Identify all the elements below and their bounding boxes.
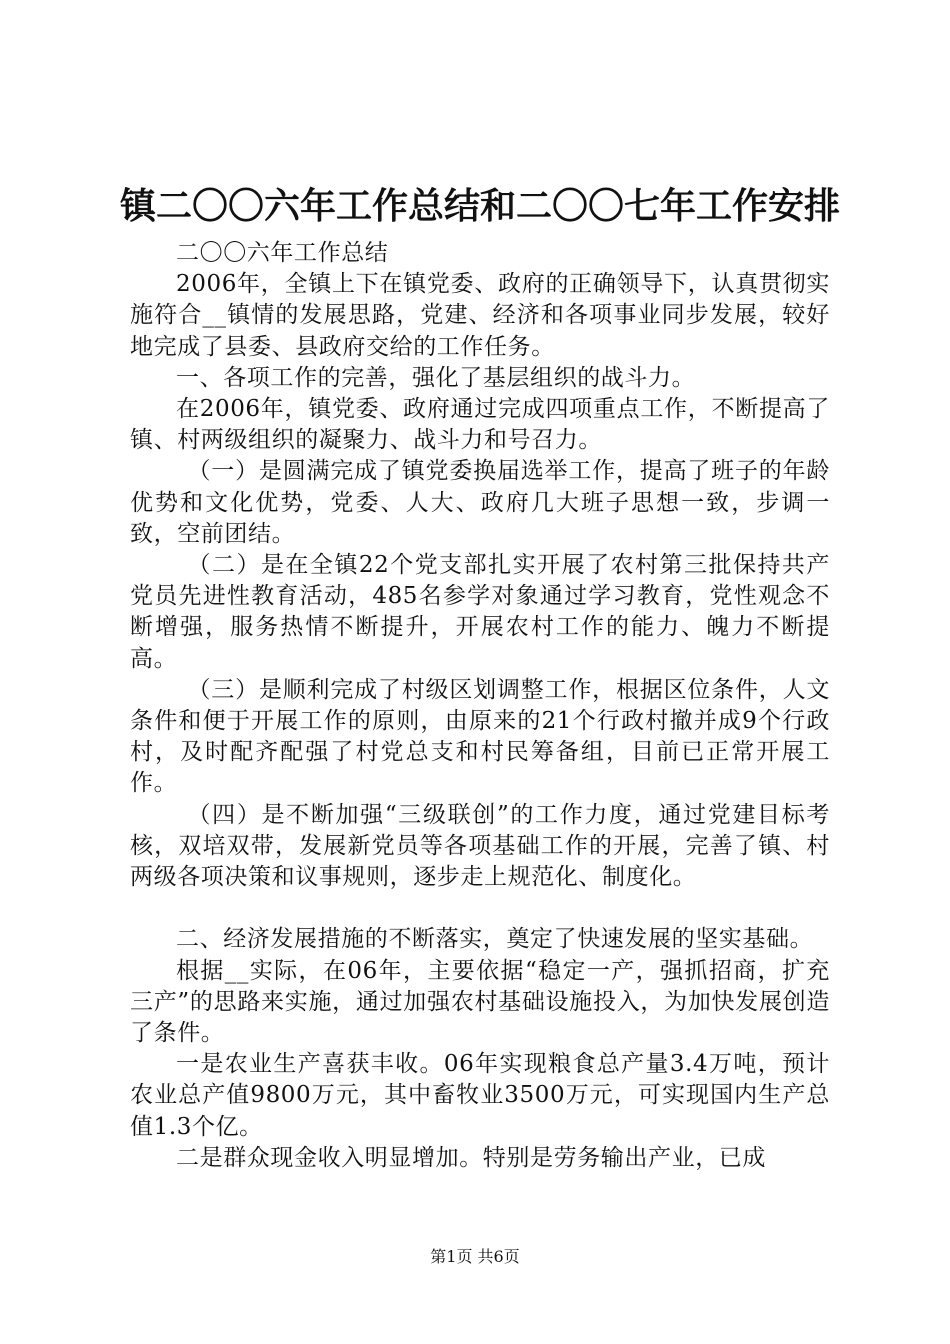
- section-heading-one: 一、各项工作的完善，强化了基层组织的战斗力。: [176, 364, 696, 391]
- paragraph-item-1: （一）是圆满完成了镇党委换届选举工作，提高了班子的年龄优势和文化优势，党委、人大、政府几大班子思想一致，步调一致，空前团结。: [130, 458, 830, 547]
- paragraph-item-2: （二）是在全镇22个党支部扎实开展了农村第三批保持共产党员先进性教育活动，485名参学对象通过学习教育，党性观念不断增强，服务热情不断提升，开展农村工作的能力、魄力不断提高。: [130, 552, 830, 672]
- paragraph-income: 二是群众现金收入明显增加。特别是劳务输出产业，已成: [176, 1144, 766, 1171]
- section-heading-two: 二、经济发展措施的不断落实，奠定了快速发展的坚实基础。: [176, 926, 814, 953]
- paragraph-agriculture: 一是农业生产喜获丰收。06年实现粮食总产量3.4万吨，预计农业总产值9800万元，其中畜牧业3500万元，可实现国内生产总值1.3个亿。: [130, 1051, 830, 1140]
- paragraph-key-work: 在2006年，镇党委、政府通过完成四项重点工作，不断提高了镇、村两级组织的凝聚力、战斗力和号召力。: [130, 396, 830, 454]
- document-title: 镇二〇〇六年工作总结和二〇〇七年工作安排: [120, 185, 841, 227]
- paragraph-intro: 2006年，全镇上下在镇党委、政府的正确领导下，认真贯彻实施符合__镇情的发展思路，党建、经济和各项事业同步发展，较好地完成了县委、县政府交给的工作任务。: [130, 271, 830, 360]
- document-body: [130, 238, 830, 1174]
- blank-line: [130, 893, 830, 924]
- section-heading-2006-summary: 二〇〇六年工作总结: [176, 240, 389, 266]
- paragraph-item-3: （三）是顺利完成了村级区划调整工作，根据区位条件，人文条件和便于开展工作的原则，由原来的21个行政村撤并成9个行政村，及时配齐配强了村党总支和村民筹备组，目前已正常开展工作。: [130, 676, 830, 797]
- paragraph-item-4: （四）是不断加强“三级联创”的工作力度，通过党建目标考核，双培双带，发展新党员等各项基础工作的开展，完善了镇、村两级各项决策和议事规则，逐步走上规范化、制度化。: [130, 801, 830, 891]
- paragraph-economy-approach: 根据__实际，在06年，主要依据“稳定一产，强抓招商，扩充三产”的思路来实施，通过加强农村基础设施投入，为加快发展创造了条件。: [130, 957, 830, 1047]
- page-footer: 第1页 共6页: [430, 1247, 520, 1266]
